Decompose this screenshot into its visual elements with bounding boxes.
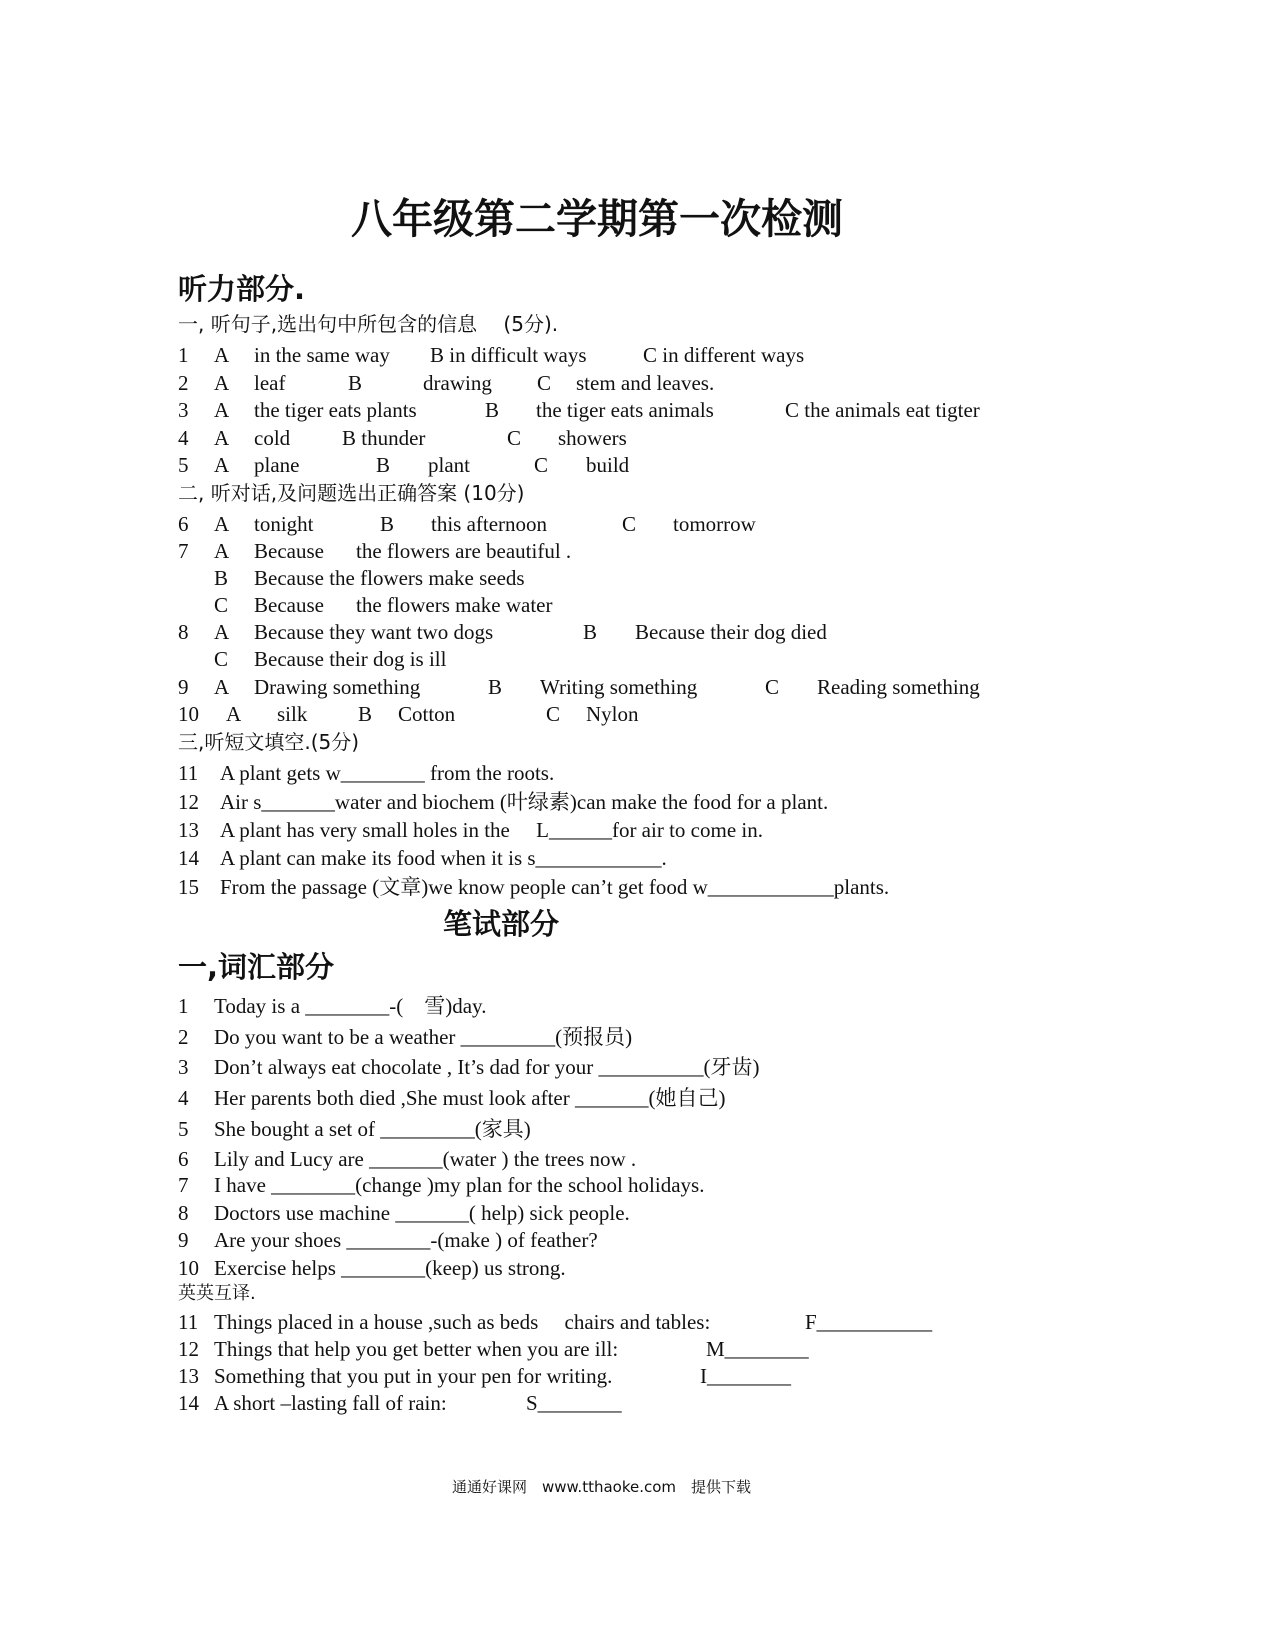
q8-c-letter: C [214,647,229,671]
item-number: 3 [178,1055,189,1079]
item-text: From the passage (文章)we know people can’t get food w____________plants. [220,875,890,899]
q3-option-b: the tiger eats animals [536,398,714,422]
q7-option-b: Because the flowers make seeds [254,566,525,590]
q3-a-letter: A [214,398,230,422]
q6-a-letter: A [214,512,230,536]
page-title: 八年级第二学期第一次检测 [351,195,843,243]
q6-b-letter: B [380,512,395,536]
q8-option-b: Because their dog died [635,620,827,644]
q3-b-letter: B [485,398,500,422]
q5-b-letter: B [376,453,391,477]
q7-number: 7 [178,539,189,563]
item-number: 11 [178,761,199,785]
q6-c-letter: C [622,512,637,536]
item-number: 15 [178,875,199,899]
item-text: Today is a ________-( 雪)day. [214,994,487,1018]
item-text: A short –lasting fall of rain: [214,1391,447,1415]
item-number: 14 [178,1391,199,1415]
answer-blank: S________ [526,1391,622,1415]
q10-option-c: Nylon [586,702,639,726]
q5-c-letter: C [534,453,549,477]
q4-option-b: B thunder [342,426,426,450]
q9-c-letter: C [765,675,780,699]
q7-option-a-rest: the flowers are beautiful . [356,539,572,563]
q1-option-a: in the same way [254,343,390,367]
q10-a-letter: A [226,702,242,726]
q7-c-letter: C [214,593,229,617]
q1-a-letter: A [214,343,230,367]
item-number: 13 [178,1364,199,1388]
item-number: 11 [178,1310,199,1334]
q7-a-letter: A [214,539,230,563]
q1-option-c: C in different ways [643,343,805,367]
q9-b-letter: B [488,675,503,699]
q10-c-letter: C [546,702,561,726]
page-footer: 通通好课网 www.tthaoke.com 提供下载 [452,1478,752,1496]
item-text: Her parents both died ,She must look after _______(她自己) [214,1086,726,1110]
q8-number: 8 [178,620,189,644]
item-number: 8 [178,1201,189,1225]
q5-option-c: build [586,453,630,477]
item-text: A plant gets w________ from the roots. [220,761,555,785]
item-text: Doctors use machine _______( help) sick people. [214,1201,630,1225]
item-text: A plant has very small holes in the L______for air to come in. [220,818,763,842]
item-number: 12 [178,1337,199,1361]
q2-option-a: leaf [254,371,286,395]
q6-option-a: tonight [254,512,314,536]
q9-option-c: Reading something [817,675,980,699]
q9-number: 9 [178,675,189,699]
item-text: I have ________(change )my plan for the school holidays. [214,1173,705,1197]
item-text: She bought a set of _________(家具) [214,1117,531,1141]
q2-option-c: stem and leaves. [576,371,715,395]
written-heading: 笔试部分 [443,907,560,941]
q2-b-letter: B [348,371,363,395]
q2-option-b: drawing [423,371,492,395]
definition-header: 英英互译. [178,1283,256,1304]
q8-option-c: Because their dog is ill [254,647,447,671]
part3-header: 三,听短文填空.(5分) [178,730,360,754]
q6-option-b: this afternoon [431,512,548,536]
answer-blank: I________ [700,1364,791,1388]
q10-number: 10 [178,702,199,726]
q8-a-letter: A [214,620,230,644]
part2-header: 二, 听对话,及问题选出正确答案 (10分) [178,481,525,505]
q2-c-letter: C [537,371,552,395]
q4-c-letter: C [507,426,522,450]
q8-b-letter: B [583,620,598,644]
item-number: 1 [178,994,189,1018]
item-text: Things placed in a house ,such as beds chairs and tables: [214,1310,711,1334]
item-number: 10 [178,1256,199,1280]
q9-option-b: Writing something [540,675,698,699]
listening-heading: 听力部分. [178,272,306,306]
q3-option-c: C the animals eat tigter [785,398,980,422]
q10-option-a: silk [277,702,308,726]
q9-option-a: Drawing something [254,675,421,699]
q10-option-b: Cotton [398,702,456,726]
item-text: Do you want to be a weather _________(预报员) [214,1025,633,1049]
q7-option-a-word: Because [254,539,324,563]
q3-option-a: the tiger eats plants [254,398,417,422]
item-number: 12 [178,790,199,814]
q1-option-b: B in difficult ways [430,343,587,367]
q6-option-c: tomorrow [673,512,756,536]
q9-a-letter: A [214,675,230,699]
q5-number: 5 [178,453,189,477]
item-text: Something that you put in your pen for writing. [214,1364,613,1388]
q7-b-letter: B [214,566,229,590]
q7-option-c-rest: the flowers make water [356,593,553,617]
vocab-heading: 一,词汇部分 [178,950,335,984]
item-number: 5 [178,1117,189,1141]
q1-number: 1 [178,343,189,367]
item-number: 2 [178,1025,189,1049]
item-text: Are your shoes ________-(make ) of feather? [214,1228,598,1252]
item-number: 9 [178,1228,189,1252]
item-number: 7 [178,1173,189,1197]
part1-header: 一, 听句子,选出句中所包含的信息 (5分). [178,312,559,336]
q4-number: 4 [178,426,189,450]
item-number: 14 [178,846,199,870]
item-text: A plant can make its food when it is s____________. [220,846,667,870]
answer-blank: F___________ [805,1310,933,1334]
item-text: Things that help you get better when you are ill: [214,1337,619,1361]
item-number: 6 [178,1147,189,1171]
q3-number: 3 [178,398,189,422]
q8-option-a: Because they want two dogs [254,620,494,644]
q7-option-c-word: Because [254,593,324,617]
item-text: Lily and Lucy are _______(water ) the trees now . [214,1147,637,1171]
item-number: 4 [178,1086,189,1110]
q10-b-letter: B [358,702,373,726]
item-text: Exercise helps ________(keep) us strong. [214,1256,566,1280]
item-text: Air s_______water and biochem (叶绿素)can make the food for a plant. [220,790,829,814]
q5-option-b: plant [428,453,470,477]
q5-option-a: plane [254,453,300,477]
item-text: Don’t always eat chocolate , It’s dad for your __________(牙齿) [214,1055,760,1079]
answer-blank: M________ [706,1337,809,1361]
item-number: 13 [178,818,199,842]
q5-a-letter: A [214,453,230,477]
q4-option-c: showers [558,426,627,450]
q6-number: 6 [178,512,189,536]
q2-a-letter: A [214,371,230,395]
q4-option-a: cold [254,426,291,450]
q4-a-letter: A [214,426,230,450]
q2-number: 2 [178,371,189,395]
